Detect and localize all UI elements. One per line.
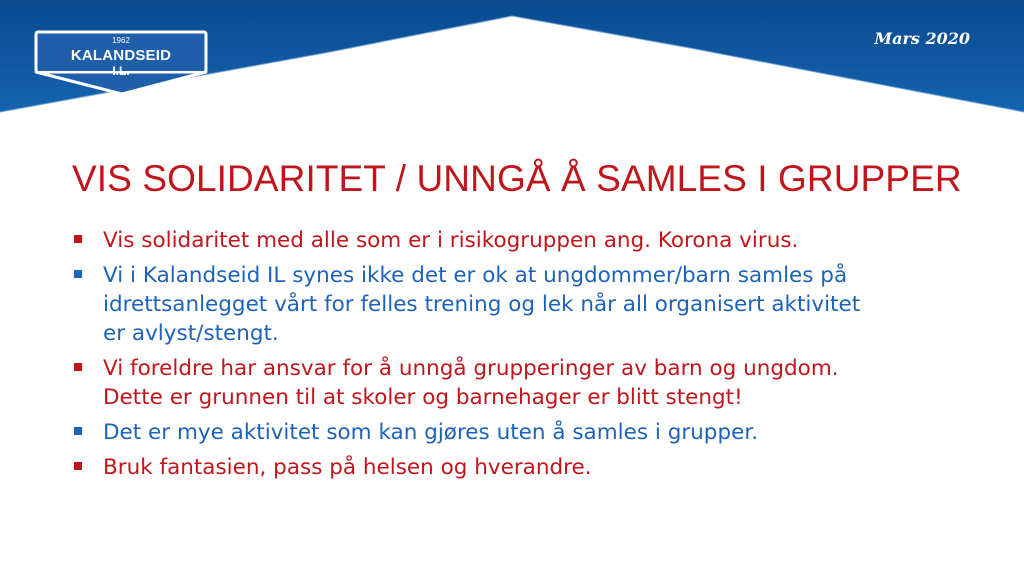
bullet-item: [72, 453, 982, 482]
bullet-text: Vi i Kalandseid IL synes ikke det er ok at ungdommer/barn samles på idrettsanlegget vårt for felles trening og lek når all organisert aktivitet er avlyst/stengt.: [103, 263, 861, 346]
slide-title: VIS SOLIDARITET / UNNGÅ Å SAMLES I GRUPPER: [72, 158, 962, 199]
square-bullet-icon: [74, 235, 82, 243]
logo-sub: I.L.: [112, 64, 130, 78]
kalandseid-logo: [30, 14, 212, 98]
bullet-list: [72, 226, 982, 488]
square-bullet-icon: [74, 363, 82, 371]
bullet-text: Vis solidaritet med alle som er i risikogruppen ang. Korona virus.: [103, 228, 799, 253]
square-bullet-icon: [74, 270, 82, 278]
bullet-item: [72, 354, 982, 412]
logo-name: KALANDSEID: [70, 47, 172, 64]
bullet-item: [72, 226, 982, 255]
square-bullet-icon: [74, 462, 82, 470]
bullet-text: Vi foreldre har ansvar for å unngå grupperinger av barn og ungdom. Dette er grunnen til at skoler og barnehager er blitt stengt!: [103, 356, 839, 410]
bullet-item: [72, 261, 982, 348]
bullet-item: [72, 418, 982, 447]
date-label: Mars 2020: [874, 29, 970, 48]
square-bullet-icon: [74, 427, 82, 435]
bullet-text: Det er mye aktivitet som kan gjøres uten å samles i grupper.: [103, 420, 759, 445]
bullet-text: Bruk fantasien, pass på helsen og hverandre.: [103, 455, 592, 480]
logo-year: 1962: [112, 36, 130, 45]
